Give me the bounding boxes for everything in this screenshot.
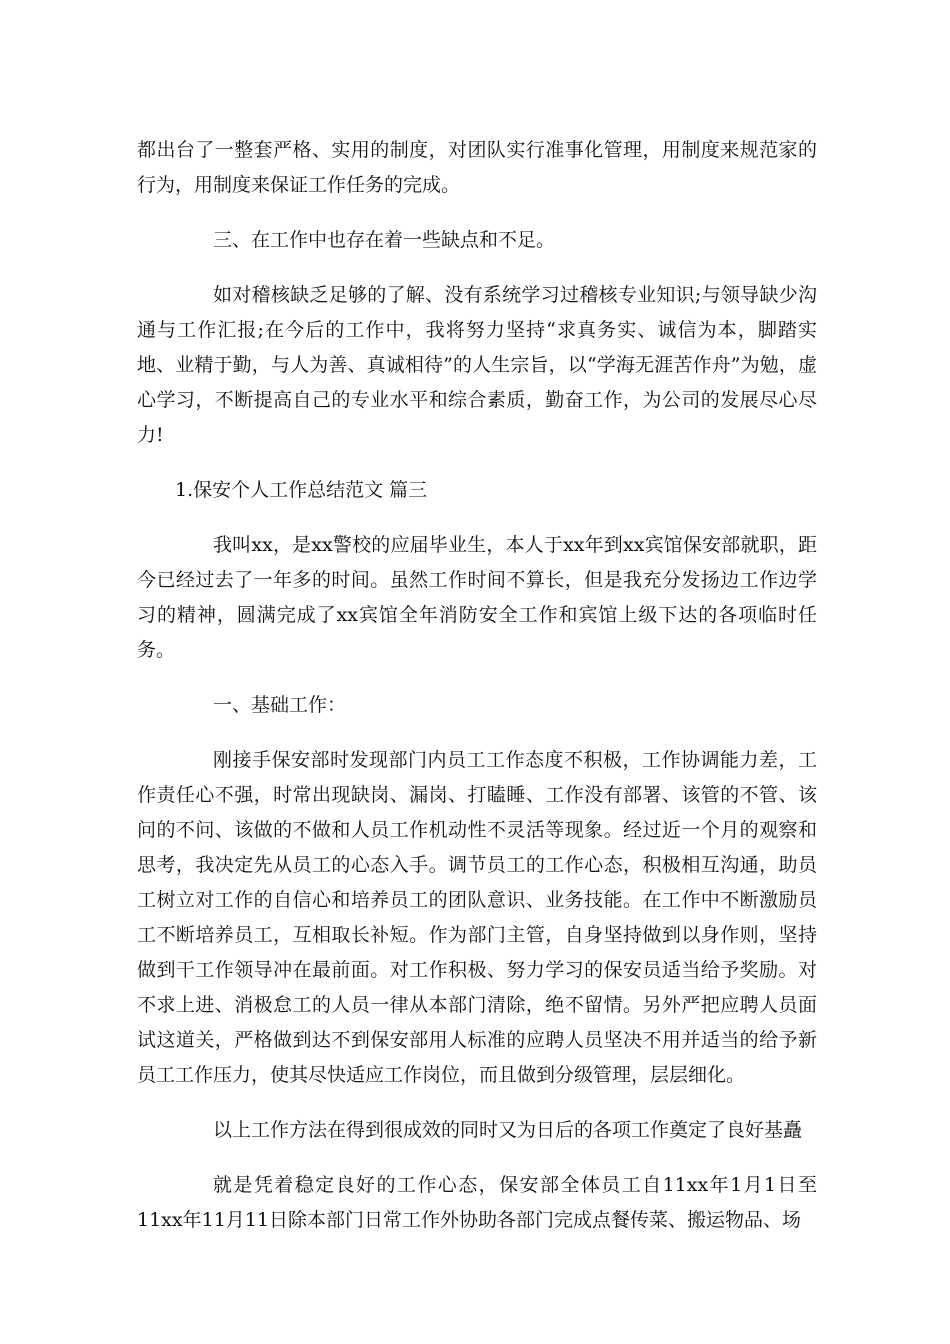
paragraph-basic-work: 刚接手保安部时发现部门内员工工作态度不积极，工作协调能力差，工作责任心不强，时常出现缺岗、漏岗、打瞌睡、工作没有部署、该管的不管、该问的不问、该做的不做和人员工作机动性不灵活等现象。经过近一个月的观察和思考，我决定先从员工的心态入手。调节员工的工作心态，积极相互沟通，助员工树立对工作的自信心和培养员工的团队意识、业务技能。在工作中不断激励员工不断培养员工，互相取长补短。作为部门主管，自身坚持做到以身作则，坚持做到干工作领导冲在最前面。对工作积极、努力学习的保安员适当给予奖励。对不求上进、消极怠工的人员一律从本部门清除，绝不留情。另外严把应聘人员面试这道关，严格做到达不到保安部用人标准的应聘人员坚决不用并适当的给予新员工工作压力，使其尽快适应工作岗位，而且做到分级管理，层层细化。 xyxy=(137,749,817,1086)
section-heading-basic-work: 一、基础工作： xyxy=(213,694,347,716)
paragraph-shortcomings: 如对稽核缺乏足够的了解、没有系统学习过稽核专业知识;与领导缺少沟通与工作汇报;在今后的工作中，我将努力坚持“求真务实、诚信为本，脚踏实地、业精于勤，与人为善、真诚相待”的人生宗旨，以“学海无涯苦作舟”为勉，虚心学习，不断提高自己的专业水平和综合素质，勤奋工作，为公司的发展尽心尽力! xyxy=(137,284,817,446)
paragraph-continued: 都出台了一整套严格、实用的制度，对团队实行准事化管理，用制度来规范家的行为，用制度来保证工作任务的完成。 xyxy=(137,139,817,196)
paragraph-foundation: 以上工作方法在得到很成效的同时又为日后的各项工作奠定了良好基矗 xyxy=(213,1119,803,1141)
paragraph-introduction: 我叫xx，是xx警校的应届毕业生，本人于xx年到xx宾馆保安部就职，距今已经过去了一年多的时间。虽然工作时间不算长，但是我充分发扬边工作边学习的精神，圆满完成了xx宾馆全年消防安全工作和宾馆上级下达的各项临时任务。 xyxy=(137,534,817,661)
section-heading-shortcomings: 三、在工作中也存在着一些缺点和不足。 xyxy=(213,229,556,251)
article-title-part-three: 1.保安个人工作总结范文 篇三 xyxy=(175,479,428,501)
document-body xyxy=(137,133,817,1258)
paragraph-assistance: 就是凭着稳定良好的工作心态，保安部全体员工自11xx年1月1日至11xx年11月11日除本部门日常工作外协助各部门完成点餐传菜、搬运物品、场 xyxy=(137,1174,817,1231)
